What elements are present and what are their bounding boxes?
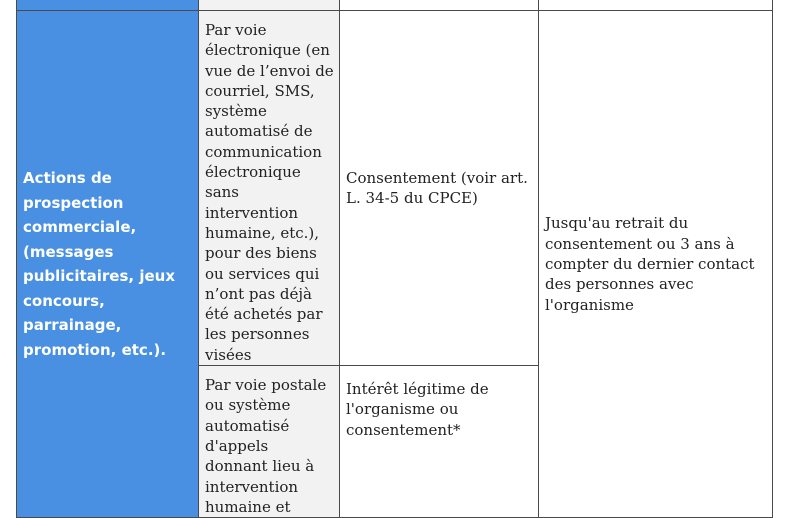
- legal-basis-cell-postal: [340, 366, 539, 518]
- cell-previous-category: [17, 0, 199, 11]
- channel-label: Par voie postale ou système automatisé d'appels donnant lieu à intervention humaine et: [205, 376, 327, 516]
- category-label: Actions de prospection commerciale, (messages publicitaires, jeux concours, parrainage, promotion, etc.).: [23, 169, 175, 359]
- channel-cell-postal: [199, 366, 340, 518]
- channel-label: Par voie électronique (en vue de l’envoi de courriel, SMS, système automatisé de communication électronique sans intervention humaine, etc.), pour des biens ou services qui n’ont pas déjà été achetés par les personnes visées: [205, 21, 334, 364]
- legal-basis-label: Intérêt légitime de l'organisme ou consentement*: [346, 380, 489, 439]
- cell-previous-basis: [340, 0, 539, 11]
- legal-basis-cell-electronic: [340, 11, 539, 366]
- table-row: [17, 11, 773, 366]
- duration-cell: [539, 11, 773, 518]
- category-cell: [17, 11, 199, 518]
- retention-table: [16, 0, 773, 518]
- retention-table-fragment: [16, 0, 772, 516]
- cell-previous-channel: [199, 0, 340, 11]
- legal-basis-label: Consentement (voir art. L. 34-5 du CPCE): [346, 168, 528, 208]
- table-row-previous: [17, 0, 773, 11]
- cell-previous-duration: [539, 0, 773, 11]
- channel-cell-electronic: [199, 11, 340, 366]
- duration-label: Jusqu'au retrait du consentement ou 3 ans à compter du dernier contact des personnes avec l'organisme: [545, 214, 755, 314]
